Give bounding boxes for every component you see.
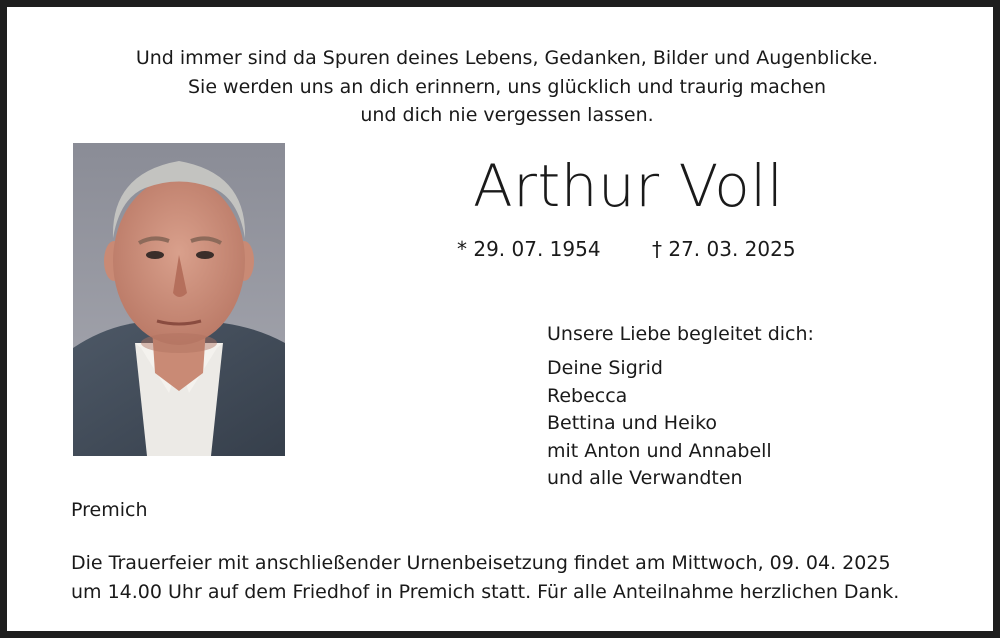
- deceased-name: Arthur Voll: [473, 152, 784, 220]
- verse-line-3: und dich nie vergessen lassen.: [360, 104, 654, 126]
- verse-line-1: Und immer sind da Spuren deines Lebens, Gedanken, Bilder und Augenblicke.: [135, 47, 879, 69]
- birth-date: * 29. 07. 1954: [457, 237, 601, 261]
- ceremony-line-1: Die Trauerfeier mit anschließender Urnenbeisetzung findet am Mittwoch, 09. 04. 2025: [71, 552, 891, 574]
- memorial-verse: [7, 44, 1000, 130]
- ceremony-notice: [71, 549, 899, 606]
- death-date: † 27. 03. 2025: [652, 237, 796, 261]
- verse-line-2: Sie werden uns an dich erinnern, uns glücklich und traurig machen: [187, 75, 826, 98]
- mourner-item: Bettina und Heiko: [547, 412, 718, 434]
- mourner-item: Rebecca: [547, 384, 628, 407]
- ceremony-line-2: um 14.00 Uhr auf dem Friedhof in Premich statt. Für alle Anteilnahme herzlichen Dank.: [71, 580, 900, 603]
- mourner-item: Deine Sigrid: [547, 357, 663, 379]
- mourner-item: und alle Verwandten: [547, 467, 743, 489]
- portrait-photo: [73, 143, 285, 456]
- mourners-list: [547, 355, 772, 493]
- mourners-intro: Unsere Liebe begleitet dich:: [547, 323, 814, 345]
- mourner-item: mit Anton und Annabell: [547, 439, 772, 462]
- place-name: Premich: [71, 499, 148, 521]
